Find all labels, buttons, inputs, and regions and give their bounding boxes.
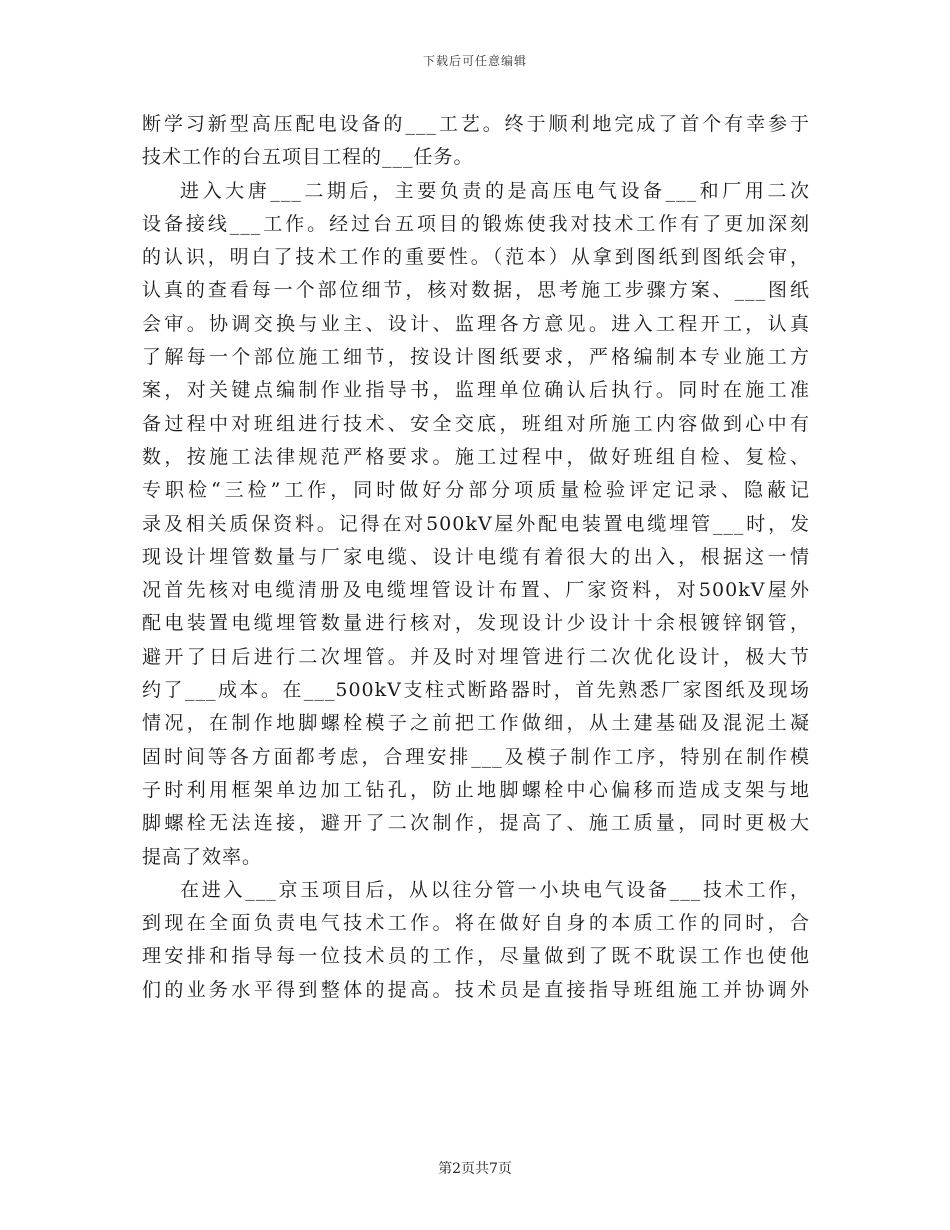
text-line: 案，对关键点编制作业指导书，监理单位确认后执行。同时在施工准 [142, 379, 810, 402]
text-line: 设备接线___工作。经过台五项目的锻炼使我对技术工作有了更加深刻 [142, 212, 810, 235]
text-line: 约了___成本。在___500kV支柱式断路器时，首先熟悉厂家图纸及现场 [142, 679, 810, 702]
text-line: 况首先核对电缆清册及电缆埋管设计布置、厂家资料，对500kV屋外 [142, 579, 810, 602]
text-line: 会审。协调交换与业主、设计、监理各方意见。进入工程开工，认真 [142, 312, 810, 335]
text-line: 断学习新型高压配电设备的___工艺。终于顺利地完成了首个有幸参于 [142, 113, 810, 135]
text-line: 配电装置电缆埋管数量进行核对，发现设计少设计十余根镀锌钢管， [142, 612, 810, 635]
text-line: 数，按施工法律规范严格要求。施工过程中，做好班组自检、复检、 [142, 445, 810, 468]
text-line: 避开了日后进行二次埋管。并及时对埋管进行二次优化设计，极大节 [142, 645, 810, 668]
text-line: 情况，在制作地脚螺栓模子之前把工作做细，从土建基础及混泥土凝 [142, 712, 810, 735]
text-line: 技术工作的台五项目工程的___任务。 [142, 146, 474, 169]
page-number: 第2页共7页 [438, 1161, 512, 1177]
text-line: 的认识，明白了技术工作的重要性。（范本）从拿到图纸到图纸会审， [142, 246, 810, 269]
text-line: 理安排和指导每一位技术员的工作，尽量做到了既不耽误工作也使他 [142, 945, 810, 968]
text-line: 认真的查看每一个部位细节，核对数据，思考施工步骤方案、___图纸 [142, 279, 810, 302]
text-line: 固时间等各方面都考虑，合理安排___及模子制作工序，特别在制作模 [142, 745, 810, 768]
text-line: 录及相关质保资料。记得在对500kV屋外配电装置电缆埋管___时，发 [142, 512, 810, 535]
text-line: 提高了效率。 [142, 845, 263, 868]
text-line: 在进入___京玉项目后，从以往分管一小块电气设备___技术工作， [180, 878, 810, 901]
text-line: 子时利用框架单边加工钻孔，防止地脚螺栓中心偏移而造成支架与地 [142, 778, 810, 801]
page-header-note: 下载后可任意编辑 [422, 54, 527, 68]
text-line: 了解每一个部位施工细节，按设计图纸要求，严格编制本专业施工方 [142, 346, 810, 369]
document-body [142, 108, 810, 1007]
text-line: 脚螺栓无法连接，避开了二次制作，提高了、施工质量，同时更极大 [142, 812, 810, 835]
text-line: 备过程中对班组进行技术、安全交底，班组对所施工内容做到心中有 [142, 412, 810, 435]
text-line: 专职检“三检”工作，同时做好分部分项质量检验评定记录、隐蔽记 [142, 479, 810, 502]
text-line: 到现在全面负责电气技术工作。将在做好自身的本质工作的同时，合 [142, 912, 810, 935]
text-line: 进入大唐___二期后，主要负责的是高压电气设备___和厂用二次 [180, 179, 810, 202]
text-line: 们的业务水平得到整体的提高。技术员是直接指导班组施工并协调外 [142, 978, 810, 1001]
text-line: 现设计埋管数量与厂家电缆、设计电缆有着很大的出入，根据这一情 [142, 545, 810, 568]
